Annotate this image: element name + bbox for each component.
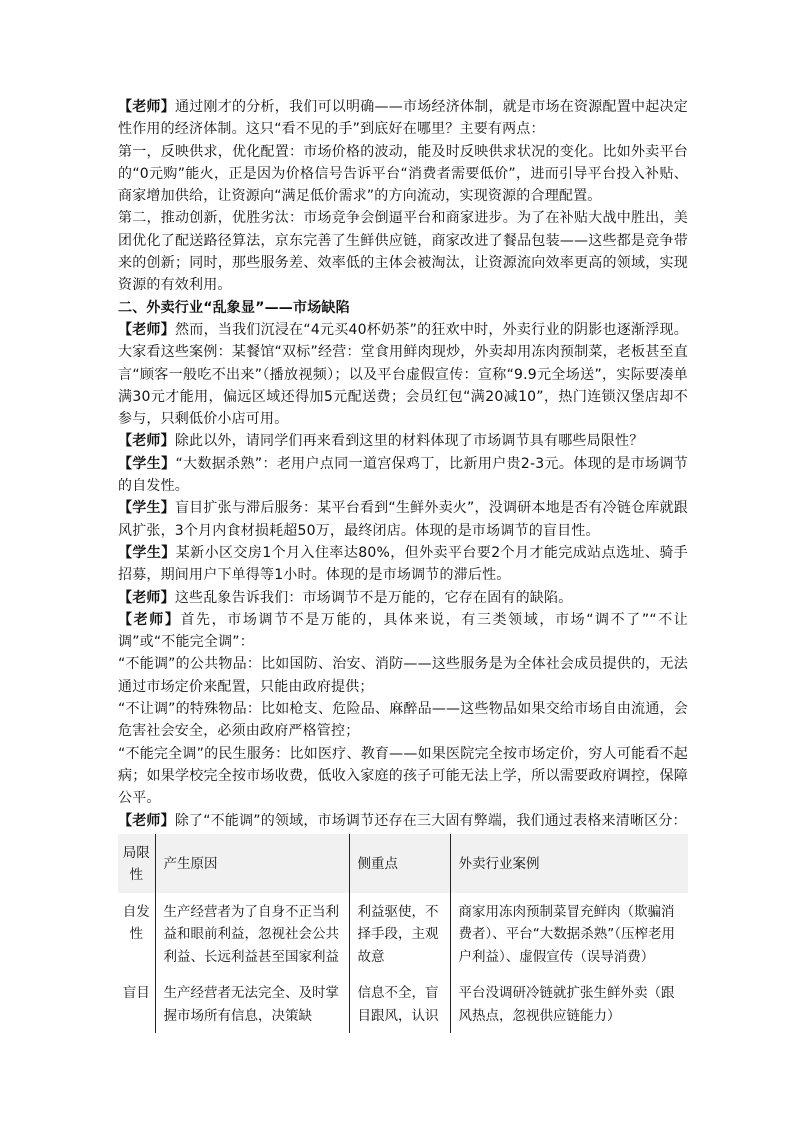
table-cell: 自发性 bbox=[122, 903, 150, 943]
speaker-label: 【老师】 bbox=[118, 99, 176, 115]
section-heading bbox=[118, 297, 688, 319]
paragraph-text: 通过刚才的分析，我们可以明确——市场经济体制，就是市场在资源配置中起决定性作用的经济体制。这只“看不见的手”到底好在哪里？主要有两点： bbox=[118, 99, 688, 138]
table-cell: 生产经营者为了自身不正当利益和眼前利益，忽视社会公共利益、长远利益甚至国家利益 bbox=[155, 893, 349, 975]
paragraph bbox=[118, 96, 688, 141]
table-cell: 信息不全，盲目跟风，认识 bbox=[349, 974, 450, 1033]
table-cell: 平台没调研冷链就扩张生鲜外卖（跟风热点，忽视供应链能力） bbox=[450, 974, 688, 1033]
speaker-label: 【老师】 bbox=[118, 433, 175, 450]
paragraph-text: “不让调”的特殊物品：比如枪支、危险品、麻醉品——这些物品如果交给市场自由流通，会危害社会安全，必须由政府严格管控； bbox=[118, 701, 688, 740]
paragraph bbox=[118, 810, 688, 832]
speaker-label: 【老师】 bbox=[118, 589, 175, 606]
paragraph bbox=[118, 141, 688, 208]
paragraph bbox=[118, 542, 688, 587]
speaker-label: 【老师】 bbox=[118, 611, 181, 628]
table-header-cell: 局限性 bbox=[122, 844, 150, 884]
paragraph-text: 第一，反映供求，优化配置：市场价格的波动，能及时反映供求状况的变化。比如外卖平台的“0元购”能火，正是因为价格信号告诉平台“消费者需要低价”，进而引导平台投入补贴、商家增加供给，让资源向“满足低价需求”的方向流动，实现资源的合理配置。 bbox=[118, 143, 688, 205]
table-row bbox=[118, 893, 688, 975]
table-header-cell: 侧重点 bbox=[349, 834, 450, 893]
table-cell: 盲目 bbox=[122, 985, 150, 1002]
paragraph bbox=[118, 497, 688, 542]
paragraph-text: 二、外卖行业“乱象显”——市场缺陷 bbox=[118, 299, 350, 316]
table-row bbox=[118, 974, 688, 1033]
table-cell: 商家用冻肉预制菜冒充鲜肉（欺骗消费者）、平台“大数据杀熟”（压榨老用户利益）、虚假宣传（误导消费） bbox=[450, 893, 688, 975]
document-body bbox=[118, 96, 688, 1033]
paragraph bbox=[118, 609, 688, 654]
table-header-cell: 外卖行业案例 bbox=[450, 834, 688, 893]
paragraph-text: “不能完全调”的民生服务：比如医疗、教育——如果医院完全按市场定价，穷人可能看不起病；如果学校完全按市场收费，低收入家庭的孩子可能无法上学，所以需要政府调控，保障公平。 bbox=[118, 745, 688, 807]
paragraph bbox=[118, 587, 688, 609]
table-cell: 生产经营者无法完全、及时掌握市场所有信息，决策缺 bbox=[155, 974, 349, 1033]
paragraph-text: 除了“不能调”的领域，市场调节还存在三大固有弊端，我们通过表格来清晰区分： bbox=[174, 812, 687, 829]
table-cell: 利益驱使，不择手段，主观故意 bbox=[349, 893, 450, 975]
paragraph bbox=[118, 207, 688, 296]
paragraph-text: “大数据杀熟”：老用户点同一道宫保鸡丁，比新用户贵2-3元。体现的是市场调节的自发性。 bbox=[118, 455, 688, 495]
paragraph bbox=[118, 319, 688, 430]
paragraph bbox=[118, 453, 688, 498]
paragraph-text: 除此以外，请同学们再来看到这里的材料体现了市场调节具有哪些局限性？ bbox=[174, 433, 644, 450]
paragraph-text: 某新小区交房1个月入住率达80%，但外卖平台要2个月才能完成站点选址、骑手招募，期间用户下单得等1小时。体现的是市场调节的滞后性。 bbox=[118, 544, 688, 584]
paragraph bbox=[118, 653, 688, 698]
paragraph bbox=[118, 698, 688, 743]
paragraph-text: 第二，推动创新，优胜劣汰：市场竞争会倒逼平台和商家进步。为了在补贴大战中胜出，美团优化了配送路径算法，京东完善了生鲜供应链，商家改进了餐品包装——这些都是竞争带来的创新；同时，那些服务差、效率低的主体会被淘汰，让资源流向效率更高的领域，实现资源的有效利用。 bbox=[118, 210, 688, 294]
speaker-label: 【老师】 bbox=[118, 812, 175, 829]
paragraph-text: 盲目扩张与滞后服务：某平台看到“生鲜外卖火”，没调研本地是否有冷链仓库就跟风扩张，3个月内食材损耗超50万，最终闭店。体现的是市场调节的盲目性。 bbox=[118, 500, 688, 539]
paragraph bbox=[118, 430, 688, 452]
comparison-table bbox=[118, 834, 688, 1034]
paragraph-text: 然而，当我们沉浸在“4元买40杯奶茶”的狂欢中时，外卖行业的阴影也逐渐浮现。大家看这些案例：某餐馆“双标”经营：堂食用鲜肉现炒，外卖却用冻肉预制菜，老板甚至直言“顾客一般吃不出来”（播放视频）；以及平台虚假宣传：宣称“9.9元全场送”，实际要凑单满30元才能用，偏远区域还得加5元配送费；会员红包“满20减10”，热门连锁汉堡店却不参与，只剩低价小店可用。 bbox=[118, 321, 688, 428]
paragraph bbox=[118, 743, 688, 810]
speaker-label: 【学生】 bbox=[118, 455, 176, 472]
paragraph-text: 首先，市场调节不是万能的，具体来说，有三类领域，市场“调不了”“不让调”或“不能完全调”： bbox=[118, 611, 688, 651]
table-header-row bbox=[118, 834, 688, 893]
speaker-label: 【老师】 bbox=[118, 321, 176, 338]
speaker-label: 【学生】 bbox=[118, 500, 175, 517]
paragraph-text: “不能调”的公共物品：比如国防、治安、消防——这些服务是为全体社会成员提供的，无法通过市场定价来配置，只能由政府提供； bbox=[118, 656, 688, 695]
table-header-cell: 产生原因 bbox=[155, 834, 349, 893]
paragraph-text: 这些乱象告诉我们：市场调节不是万能的，它存在固有的缺陷。 bbox=[174, 589, 573, 606]
speaker-label: 【学生】 bbox=[118, 544, 176, 561]
